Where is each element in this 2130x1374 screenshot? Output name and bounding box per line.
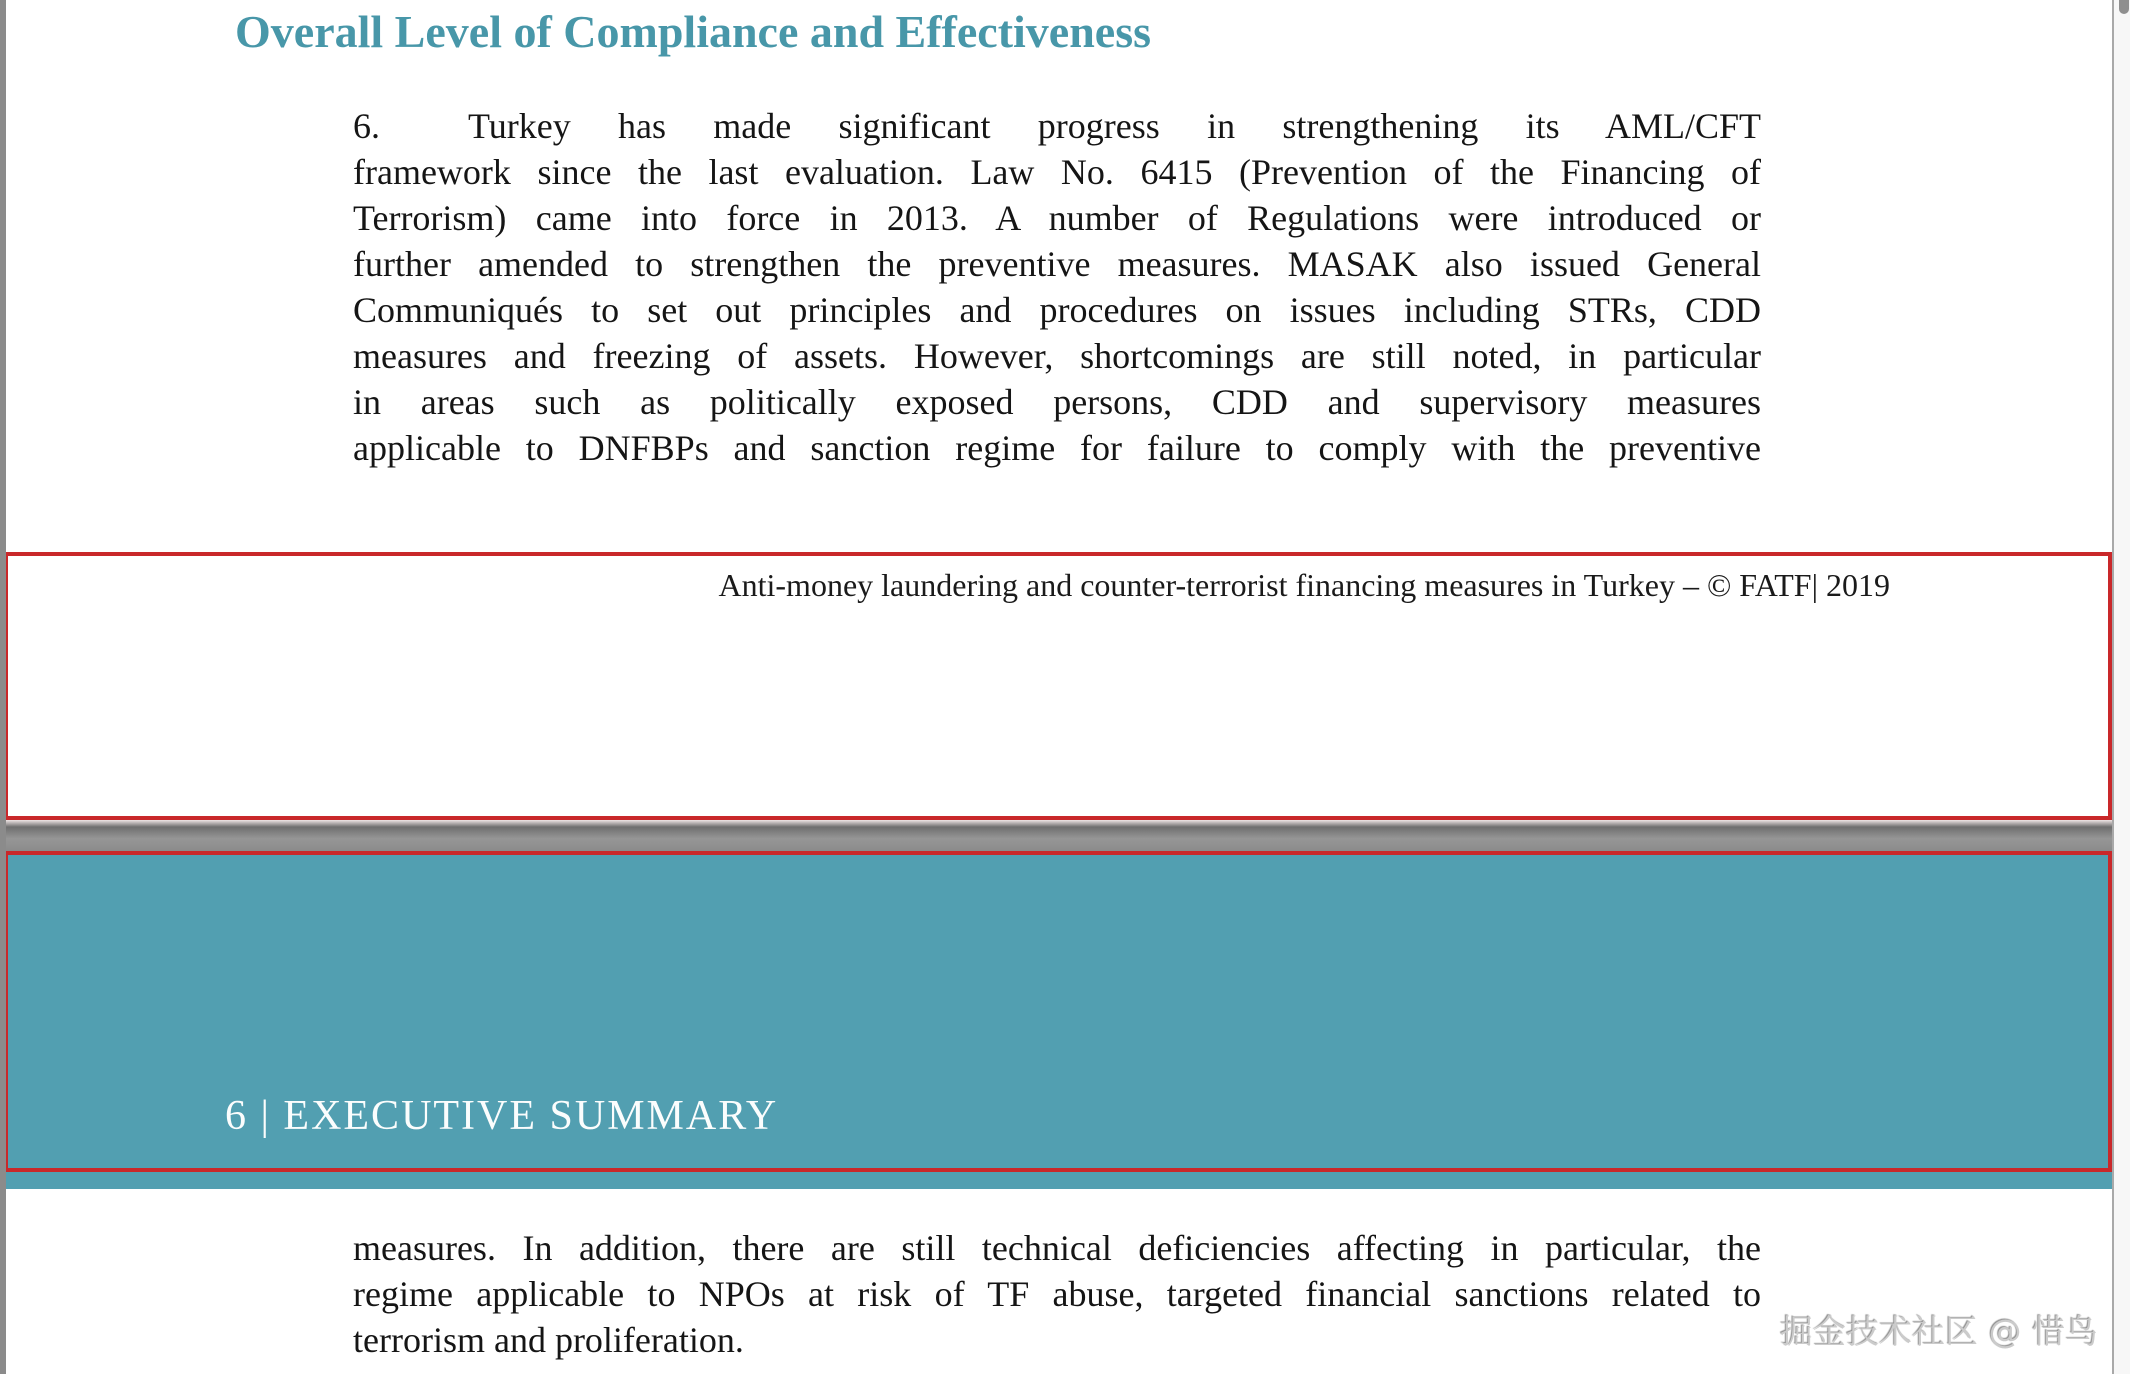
page-separator: [0, 820, 2112, 851]
paragraph-6-line-1: [353, 103, 1761, 149]
banner-teal-bleed: [4, 1172, 2112, 1189]
continuation-line-2: regime applicable to NPOs at risk of TF abuse, targeted financial sanctions related to: [353, 1274, 1761, 1314]
paragraph-6-line-7: in areas such as politically exposed persons, CDD and supervisory measures: [353, 382, 1761, 422]
paragraph-6-line-1-text: Turkey has made significant progress in strengthening its AML/CFT: [468, 106, 1761, 146]
scrollbar-thumb[interactable]: [2119, 0, 2129, 14]
paragraph-6-line-6: measures and freezing of assets. However, shortcomings are still noted, in particular: [353, 336, 1761, 376]
paragraph-continuation: [353, 1225, 1761, 1363]
site-watermark: 掘金技术社区 @ 惜鸟: [1780, 1312, 2098, 1351]
paragraph-6: [353, 103, 1761, 471]
paragraph-6-line-3: Terrorism) came into force in 2013. A number of Regulations were introduced or: [353, 198, 1761, 238]
paragraph-6-line-2: framework since the last evaluation. Law No. 6415 (Prevention of the Financing of: [353, 152, 1761, 192]
continuation-line-3: terrorism and proliferation.: [353, 1320, 744, 1360]
paragraph-6-line-5: Communiqués to set out principles and procedures on issues including STRs, CDD: [353, 290, 1761, 330]
app-left-edge: [0, 0, 6, 1374]
continuation-line-1: measures. In addition, there are still technical deficiencies affecting in particular, the: [353, 1228, 1761, 1268]
scrollbar-track[interactable]: [2112, 0, 2130, 1374]
paragraph-6-line-4: further amended to strengthen the preventive measures. MASAK also issued General: [353, 244, 1761, 284]
paragraph-6-line-8: applicable to DNFBPs and sanction regime for failure to comply with the preventive: [353, 428, 1761, 468]
paragraph-number: 6.: [353, 106, 380, 146]
page-footer-text: Anti-money laundering and counter-terrorist financing measures in Turkey – © FATF| 2019: [718, 567, 1890, 603]
page-banner: 6 | EXECUTIVE SUMMARY: [225, 1093, 779, 1139]
section-heading: Overall Level of Compliance and Effectiveness: [235, 6, 1152, 57]
